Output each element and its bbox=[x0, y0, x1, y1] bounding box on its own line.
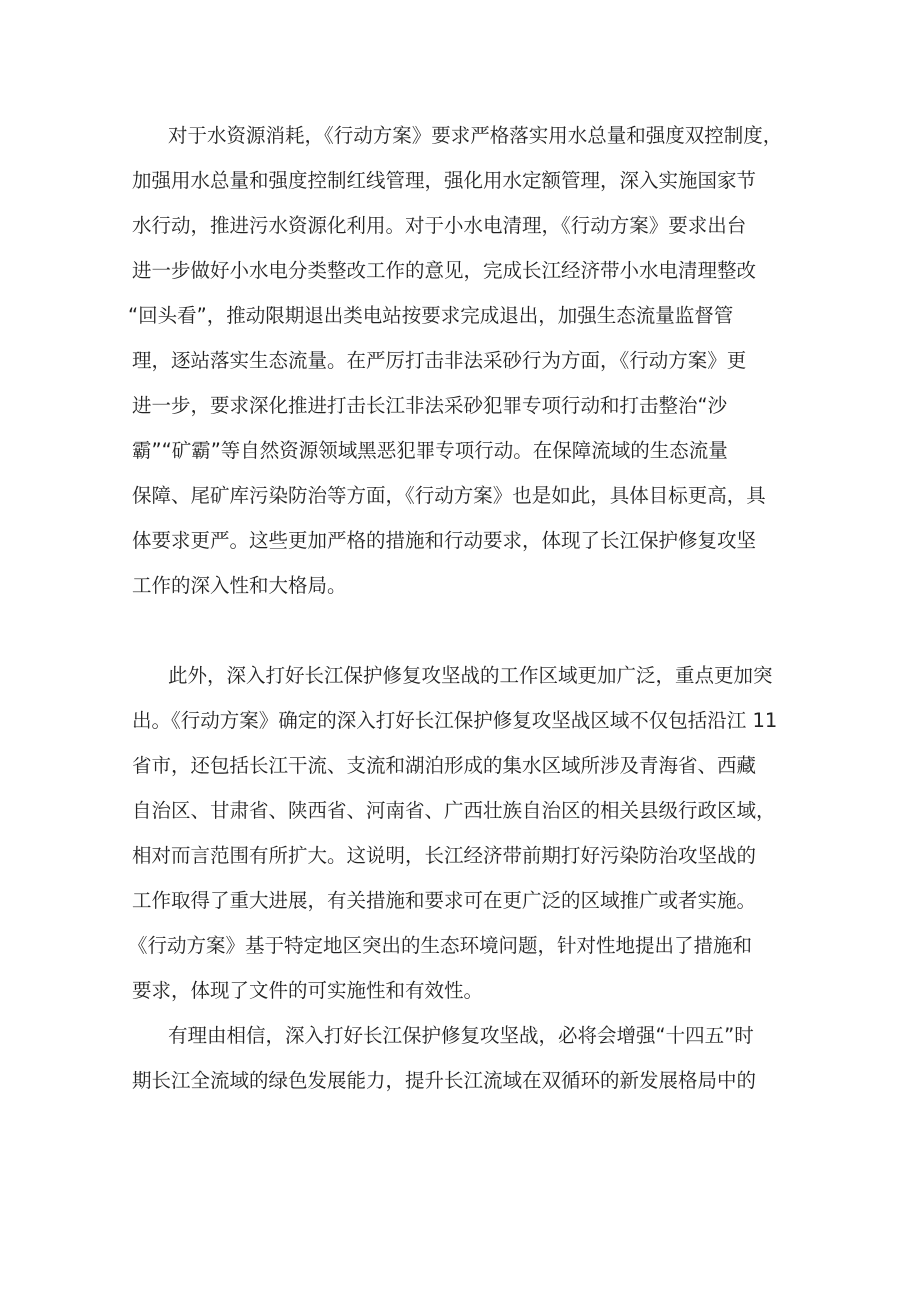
text-line: 有理由相信，深入打好长江保护修复攻坚战，必将会增强“十四五”时 bbox=[168, 1024, 754, 1047]
text-line: 此外，深入打好长江保护修复攻坚战的工作区域更加广泛，重点更加突 bbox=[168, 664, 773, 687]
text-line: 工作的深入性和大格局。 bbox=[132, 574, 347, 597]
text-line: 省市，还包括长江干流、支流和湖泊形成的集水区域所涉及青海省、西藏 bbox=[132, 754, 757, 777]
text-line: 出。《行动方案》确定的深入打好长江保护修复攻坚战区域不仅包括沿江 11 bbox=[132, 709, 778, 732]
text-line: 相对而言范围有所扩大。这说明，长江经济带前期打好污染防治攻坚战的 bbox=[132, 844, 757, 867]
text-line: “回头看”，推动限期退出类电站按要求完成退出，加强生态流量监督管 bbox=[128, 304, 734, 327]
text-line: 理，逐站落实生态流量。在严厉打击非法采砂行为方面，《行动方案》更 bbox=[132, 349, 747, 372]
text-line: 进一步，要求深化推进打击长江非法采砂犯罪专项行动和打击整治“沙 bbox=[132, 394, 728, 417]
text-line: 霸”“矿霸”等自然资源领域黑恶犯罪专项行动。在保障流域的生态流量 bbox=[132, 439, 728, 462]
text-line: 对于水资源消耗，《行动方案》要求严格落实用水总量和强度双控制度， bbox=[168, 124, 783, 147]
text-line: 自治区、甘肃省、陕西省、河南省、广西壮族自治区的相关县级行政区域， bbox=[132, 799, 776, 822]
text-line: 体要求更严。这些更加严格的措施和行动要求，体现了长江保护修复攻坚 bbox=[132, 529, 757, 552]
text-line: 进一步做好小水电分类整改工作的意见，完成长江经济带小水电清理整改 bbox=[132, 259, 757, 282]
text-line: 《行动方案》基于特定地区突出的生态环境问题，针对性地提出了措施和 bbox=[128, 934, 753, 957]
text-line: 要求，体现了文件的可实施性和有效性。 bbox=[132, 979, 484, 1002]
text-line: 水行动，推进污水资源化利用。对于小水电清理，《行动方案》要求出台 bbox=[132, 214, 747, 237]
text-line: 工作取得了重大进展，有关措施和要求可在更广泛的区域推广或者实施。 bbox=[132, 889, 757, 912]
text-line: 保障、尾矿库污染防治等方面，《行动方案》也是如此，具体目标更高，具 bbox=[132, 484, 766, 507]
text-line: 期长江全流域的绿色发展能力，提升长江流域在双循环的新发展格局中的 bbox=[132, 1069, 757, 1092]
text-line: 加强用水总量和强度控制红线管理，强化用水定额管理，深入实施国家节 bbox=[132, 169, 757, 192]
